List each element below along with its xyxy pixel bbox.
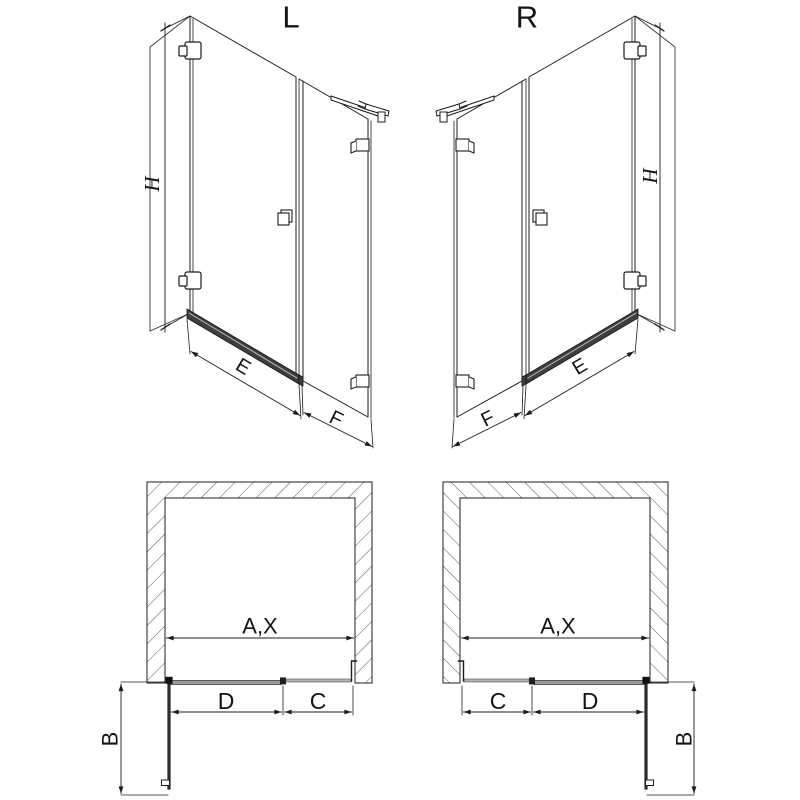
dim-label-d-left: D bbox=[217, 688, 235, 714]
plan-left-view bbox=[121, 482, 372, 795]
elevation-left-view bbox=[150, 16, 389, 448]
dim-label-b-left: B bbox=[97, 731, 123, 747]
dim-label-h-left: H bbox=[140, 176, 164, 192]
label-variant-left: L bbox=[282, 0, 300, 35]
dim-label-b-right: B bbox=[671, 731, 697, 747]
dim-label-h-right: H bbox=[638, 168, 662, 184]
dim-label-c-left: C bbox=[309, 688, 327, 714]
dim-label-c-right: C bbox=[489, 688, 507, 714]
elevation-right-view bbox=[436, 16, 675, 448]
dim-label-f-left: F bbox=[325, 406, 347, 432]
dim-label-ax-left: A,X bbox=[242, 613, 278, 639]
label-variant-right: R bbox=[515, 0, 539, 35]
dim-label-e-right: E bbox=[568, 354, 592, 380]
dim-label-d-right: D bbox=[581, 688, 599, 714]
plan-right-view bbox=[443, 482, 694, 795]
dim-label-f-right: F bbox=[477, 406, 499, 432]
dim-label-ax-right: A,X bbox=[540, 613, 576, 639]
dim-label-e-left: E bbox=[231, 354, 255, 380]
